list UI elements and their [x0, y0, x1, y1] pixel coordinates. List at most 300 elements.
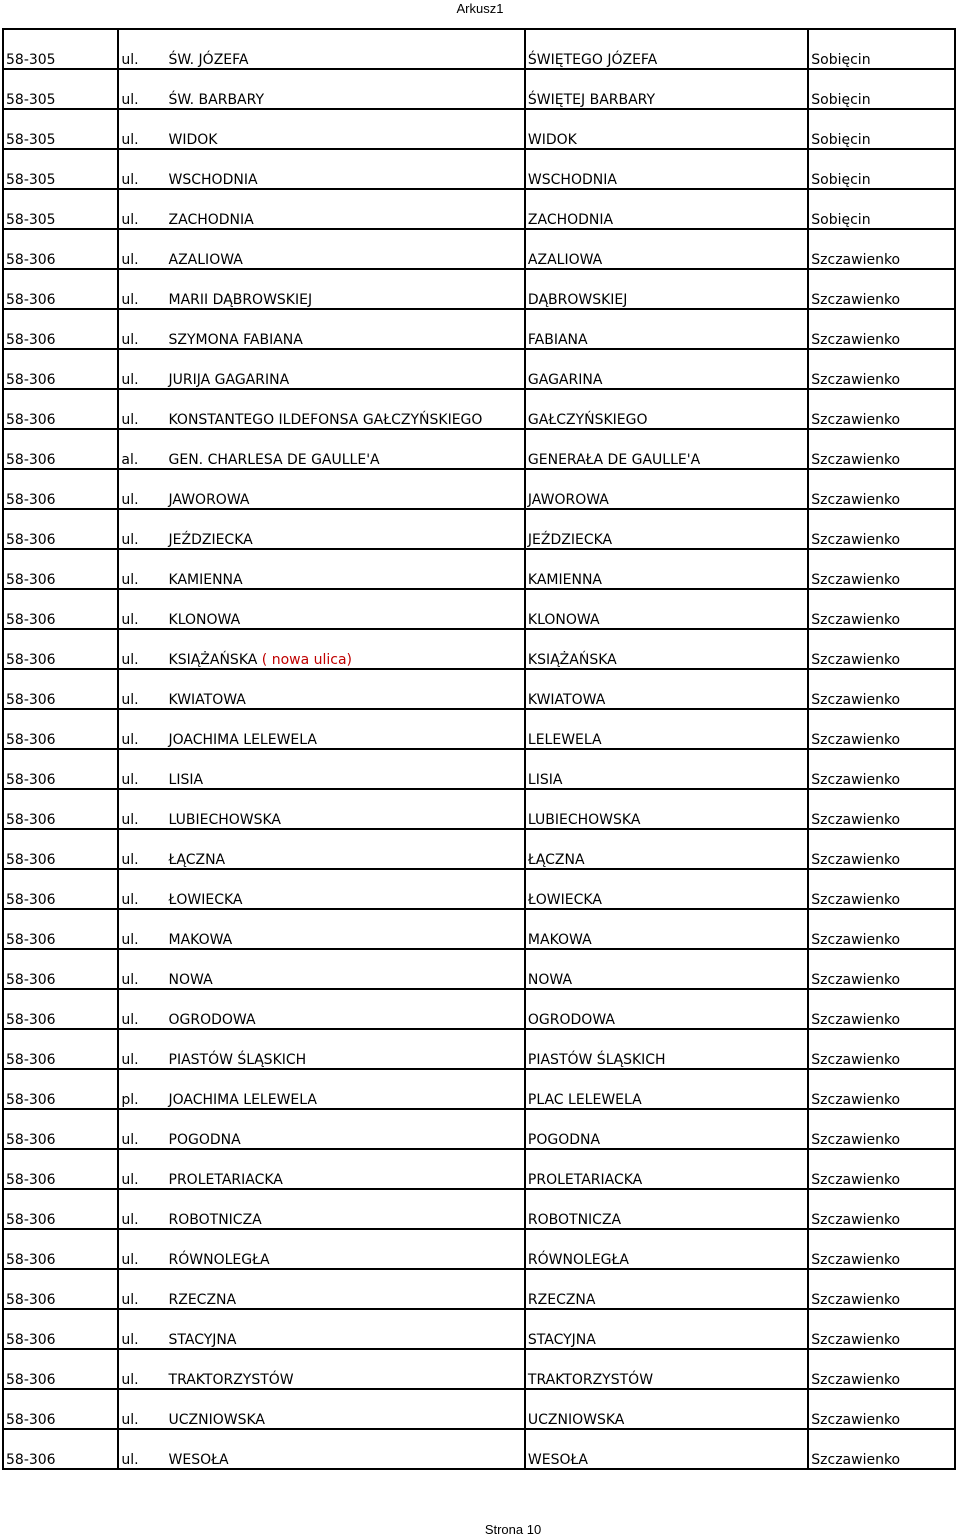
table-row	[3, 1269, 955, 1309]
street-name-text: UCZNIOWSKA	[168, 1412, 265, 1428]
street-short-name-cell	[525, 669, 808, 709]
district-cell	[808, 869, 955, 909]
street-prefix-cell	[118, 189, 166, 229]
postal-code-cell	[3, 429, 118, 469]
district-text: Szczawienko	[811, 1012, 901, 1028]
street-short-name-text: KAMIENNA	[527, 572, 602, 588]
street-short-name-cell	[525, 749, 808, 789]
street-name-text: JOACHIMA LELEWELA	[168, 732, 317, 748]
table-row	[3, 829, 955, 869]
table-row	[3, 509, 955, 549]
street-short-name-cell	[525, 109, 808, 149]
table-row	[3, 309, 955, 349]
street-name-cell	[167, 269, 525, 309]
district-text: Sobięcin	[811, 172, 871, 188]
district-cell	[808, 29, 955, 69]
street-name-text: KSIĄŻAŃSKA	[168, 652, 258, 668]
district-text: Szczawienko	[811, 652, 901, 668]
street-short-name-text: PROLETARIACKA	[527, 1172, 643, 1188]
street-short-name-text: KWIATOWA	[527, 692, 606, 708]
table-row	[3, 629, 955, 669]
district-cell	[808, 709, 955, 749]
postal-code-cell	[3, 229, 118, 269]
street-prefix-cell	[118, 989, 166, 1029]
postal-code-text: 58-306	[6, 612, 56, 628]
table-row	[3, 1229, 955, 1269]
street-short-name-cell	[525, 829, 808, 869]
postal-code-cell	[3, 109, 118, 149]
street-prefix-text: ul.	[121, 252, 139, 268]
street-short-name-text: PLAC LELEWELA	[527, 1092, 642, 1108]
street-prefix-text: ul.	[121, 972, 139, 988]
district-cell	[808, 629, 955, 669]
street-short-name-cell	[525, 549, 808, 589]
street-name-text: ŁĄCZNA	[168, 852, 226, 868]
district-text: Szczawienko	[811, 892, 901, 908]
table-row	[3, 949, 955, 989]
district-cell	[808, 949, 955, 989]
district-text: Szczawienko	[811, 772, 901, 788]
street-name-cell	[167, 789, 525, 829]
street-prefix-cell	[118, 629, 166, 669]
street-short-name-cell	[525, 1429, 808, 1469]
district-text: Szczawienko	[811, 492, 901, 508]
postal-code-cell	[3, 1189, 118, 1229]
street-short-name-text: JAWOROWA	[527, 492, 609, 508]
street-prefix-cell	[118, 269, 166, 309]
street-prefix-cell	[118, 29, 166, 69]
postal-code-cell	[3, 869, 118, 909]
street-name-cell	[167, 1189, 525, 1229]
postal-code-text: 58-306	[6, 372, 56, 388]
district-text: Szczawienko	[811, 1132, 901, 1148]
table-row	[3, 669, 955, 709]
street-prefix-cell	[118, 1109, 166, 1149]
postal-code-cell	[3, 1309, 118, 1349]
street-name-text: WESOŁA	[168, 1452, 229, 1468]
district-text: Szczawienko	[811, 732, 901, 748]
street-name-cell	[167, 69, 525, 109]
street-short-name-cell	[525, 909, 808, 949]
postal-code-text: 58-305	[6, 52, 56, 68]
table-row	[3, 1029, 955, 1069]
street-name-text: ŚW. JÓZEFA	[168, 52, 249, 68]
street-name-text: JAWOROWA	[168, 492, 250, 508]
street-name-text: TRAKTORZYSTÓW	[168, 1372, 294, 1388]
district-text: Szczawienko	[811, 1372, 901, 1388]
street-prefix-cell	[118, 949, 166, 989]
table-row	[3, 1309, 955, 1349]
street-prefix-cell	[118, 589, 166, 629]
district-text: Szczawienko	[811, 1452, 901, 1468]
street-name-text: KONSTANTEGO ILDEFONSA GAŁCZYŃSKIEGO	[168, 412, 483, 428]
table-row	[3, 1149, 955, 1189]
street-short-name-cell	[525, 1189, 808, 1229]
street-short-name-text: RZECZNA	[527, 1292, 596, 1308]
postal-code-text: 58-306	[6, 652, 56, 668]
street-short-name-cell	[525, 629, 808, 669]
street-prefix-cell	[118, 1229, 166, 1269]
street-prefix-text: ul.	[121, 932, 139, 948]
street-name-cell	[167, 749, 525, 789]
street-prefix-cell	[118, 1269, 166, 1309]
street-prefix-cell	[118, 1149, 166, 1189]
street-short-name-text: WESOŁA	[527, 1452, 588, 1468]
postal-code-cell	[3, 789, 118, 829]
street-prefix-cell	[118, 789, 166, 829]
street-name-cell	[167, 1269, 525, 1309]
street-name-cell	[167, 1309, 525, 1349]
postal-code-text: 58-306	[6, 252, 56, 268]
street-prefix-text: ul.	[121, 532, 139, 548]
postal-code-cell	[3, 749, 118, 789]
street-short-name-cell	[525, 869, 808, 909]
district-text: Sobięcin	[811, 92, 871, 108]
street-name-cell	[167, 309, 525, 349]
postal-code-text: 58-306	[6, 332, 56, 348]
district-text: Sobięcin	[811, 132, 871, 148]
postal-code-text: 58-306	[6, 972, 56, 988]
street-short-name-cell	[525, 1309, 808, 1349]
postal-code-cell	[3, 1269, 118, 1309]
postal-code-text: 58-306	[6, 1212, 56, 1228]
street-prefix-cell	[118, 109, 166, 149]
street-short-name-text: ZACHODNIA	[527, 212, 614, 228]
postal-code-text: 58-306	[6, 452, 56, 468]
district-text: Szczawienko	[811, 252, 901, 268]
street-name-text: KLONOWA	[168, 612, 241, 628]
street-name-cell	[167, 1349, 525, 1389]
district-text: Szczawienko	[811, 1052, 901, 1068]
district-cell	[808, 789, 955, 829]
street-short-name-cell	[525, 1229, 808, 1269]
street-prefix-cell	[118, 549, 166, 589]
street-name-text: NOWA	[168, 972, 213, 988]
street-name-cell	[167, 709, 525, 749]
district-text: Szczawienko	[811, 1172, 901, 1188]
street-name-text: LUBIECHOWSKA	[168, 812, 282, 828]
street-short-name-cell	[525, 1389, 808, 1429]
street-note: ( nowa ulica)	[257, 652, 352, 668]
street-prefix-text: ul.	[121, 892, 139, 908]
table-row	[3, 1349, 955, 1389]
street-short-name-text: POGODNA	[527, 1132, 601, 1148]
street-short-name-text: LUBIECHOWSKA	[527, 812, 641, 828]
postal-code-text: 58-306	[6, 1372, 56, 1388]
street-name-text: ZACHODNIA	[168, 212, 254, 228]
street-name-text: GEN. CHARLESA DE GAULLE'A	[168, 452, 380, 468]
district-cell	[808, 1309, 955, 1349]
postal-code-text: 58-306	[6, 1012, 56, 1028]
postal-code-text: 58-306	[6, 532, 56, 548]
street-short-name-text: UCZNIOWSKA	[527, 1412, 625, 1428]
street-short-name-cell	[525, 1029, 808, 1069]
district-cell	[808, 149, 955, 189]
district-cell	[808, 309, 955, 349]
district-cell	[808, 829, 955, 869]
table-row	[3, 269, 955, 309]
street-prefix-cell	[118, 469, 166, 509]
street-name-text: ŚW. BARBARY	[168, 92, 265, 108]
postal-code-text: 58-306	[6, 772, 56, 788]
street-prefix-cell	[118, 149, 166, 189]
street-name-cell	[167, 429, 525, 469]
street-short-name-text: ŁĄCZNA	[527, 852, 585, 868]
street-prefix-cell	[118, 429, 166, 469]
street-name-cell	[167, 389, 525, 429]
street-short-name-text: NOWA	[527, 972, 573, 988]
street-prefix-cell	[118, 1029, 166, 1069]
district-cell	[808, 69, 955, 109]
street-short-name-text: GENERAŁA DE GAULLE'A	[527, 452, 701, 468]
street-prefix-cell	[118, 509, 166, 549]
district-cell	[808, 109, 955, 149]
street-short-name-cell	[525, 989, 808, 1029]
district-cell	[808, 389, 955, 429]
street-short-name-text: GAGARINA	[527, 372, 603, 388]
table-row	[3, 589, 955, 629]
street-prefix-text: ul.	[121, 1132, 139, 1148]
postal-code-text: 58-306	[6, 932, 56, 948]
district-cell	[808, 1069, 955, 1109]
street-prefix-text: ul.	[121, 1012, 139, 1028]
street-prefix-cell	[118, 1309, 166, 1349]
district-cell	[808, 549, 955, 589]
street-prefix-cell	[118, 669, 166, 709]
street-name-cell	[167, 1389, 525, 1429]
street-short-name-cell	[525, 1109, 808, 1149]
street-short-name-text: ROBOTNICZA	[527, 1212, 622, 1228]
street-name-text: STACYJNA	[168, 1332, 237, 1348]
district-cell	[808, 1189, 955, 1229]
postal-code-text: 58-306	[6, 812, 56, 828]
street-prefix-cell	[118, 709, 166, 749]
postal-code-cell	[3, 389, 118, 429]
street-short-name-cell	[525, 229, 808, 269]
street-short-name-text: TRAKTORZYSTÓW	[527, 1372, 654, 1388]
street-short-name-text: WIDOK	[527, 132, 577, 148]
street-name-text: PIASTÓW ŚLĄSKICH	[168, 1052, 307, 1068]
street-prefix-cell	[118, 749, 166, 789]
postal-code-cell	[3, 1389, 118, 1429]
street-prefix-text: ul.	[121, 172, 139, 188]
page-number: Strona 10	[484, 1522, 542, 1537]
postal-code-cell	[3, 1349, 118, 1389]
district-text: Szczawienko	[811, 532, 901, 548]
table-row	[3, 709, 955, 749]
district-cell	[808, 349, 955, 389]
street-prefix-cell	[118, 1389, 166, 1429]
street-prefix-text: ul.	[121, 92, 139, 108]
postal-code-cell	[3, 149, 118, 189]
postal-code-text: 58-306	[6, 572, 56, 588]
table-row	[3, 149, 955, 189]
district-cell	[808, 909, 955, 949]
district-cell	[808, 1349, 955, 1389]
street-name-cell	[167, 229, 525, 269]
table-row	[3, 109, 955, 149]
street-short-name-text: GAŁCZYŃSKIEGO	[527, 412, 648, 428]
street-prefix-text: ul.	[121, 212, 139, 228]
table-row	[3, 1389, 955, 1429]
street-prefix-text: ul.	[121, 1252, 139, 1268]
street-short-name-cell	[525, 189, 808, 229]
street-short-name-cell	[525, 1149, 808, 1189]
district-cell	[808, 589, 955, 629]
street-name-cell	[167, 1069, 525, 1109]
district-cell	[808, 189, 955, 229]
street-short-name-cell	[525, 269, 808, 309]
table-row	[3, 989, 955, 1029]
street-name-text: SZYMONA FABIANA	[168, 332, 303, 348]
district-text: Szczawienko	[811, 1292, 901, 1308]
street-name-text: JURIJA GAGARINA	[168, 372, 290, 388]
street-prefix-text: ul.	[121, 492, 139, 508]
street-prefix-cell	[118, 229, 166, 269]
district-cell	[808, 229, 955, 269]
district-cell	[808, 1269, 955, 1309]
street-prefix-cell	[118, 349, 166, 389]
table-row	[3, 29, 955, 69]
street-prefix-cell	[118, 309, 166, 349]
street-short-name-text: ŁOWIECKA	[527, 892, 602, 908]
table-row	[3, 189, 955, 229]
postal-code-cell	[3, 69, 118, 109]
district-text: Szczawienko	[811, 1332, 901, 1348]
street-prefix-text: ul.	[121, 852, 139, 868]
street-short-name-cell	[525, 709, 808, 749]
street-prefix-text: ul.	[121, 812, 139, 828]
district-text: Szczawienko	[811, 812, 901, 828]
street-name-cell	[167, 669, 525, 709]
street-short-name-text: LELEWELA	[527, 732, 602, 748]
street-prefix-text: pl.	[121, 1092, 139, 1108]
postal-code-text: 58-305	[6, 92, 56, 108]
street-name-text: KAMIENNA	[168, 572, 243, 588]
district-text: Szczawienko	[811, 1412, 901, 1428]
street-short-name-cell	[525, 29, 808, 69]
street-name-text: WIDOK	[168, 132, 218, 148]
street-prefix-text: ul.	[121, 1212, 139, 1228]
district-text: Szczawienko	[811, 572, 901, 588]
street-name-cell	[167, 989, 525, 1029]
district-cell	[808, 269, 955, 309]
postal-code-cell	[3, 989, 118, 1029]
postal-code-cell	[3, 349, 118, 389]
street-prefix-text: al.	[121, 452, 139, 468]
street-short-name-text: JEŹDZIECKA	[527, 532, 613, 548]
postal-code-cell	[3, 1429, 118, 1469]
street-prefix-cell	[118, 1189, 166, 1229]
street-table	[2, 28, 956, 1470]
street-short-name-text: OGRODOWA	[527, 1012, 615, 1028]
postal-code-text: 58-306	[6, 692, 56, 708]
street-name-text: MARII DĄBROWSKIEJ	[168, 292, 313, 308]
table-row	[3, 389, 955, 429]
table-row	[3, 69, 955, 109]
street-prefix-text: ul.	[121, 1052, 139, 1068]
postal-code-cell	[3, 629, 118, 669]
postal-code-cell	[3, 949, 118, 989]
street-short-name-cell	[525, 469, 808, 509]
street-name-text: PROLETARIACKA	[168, 1172, 283, 1188]
street-short-name-text: ŚWIĘTEJ BARBARY	[527, 92, 656, 108]
district-cell	[808, 1429, 955, 1469]
street-name-text: JEŹDZIECKA	[168, 532, 253, 548]
street-short-name-cell	[525, 1349, 808, 1389]
district-text: Szczawienko	[811, 1212, 901, 1228]
street-short-name-cell	[525, 389, 808, 429]
street-prefix-text: ul.	[121, 732, 139, 748]
postal-code-text: 58-306	[6, 852, 56, 868]
district-text: Szczawienko	[811, 932, 901, 948]
street-name-cell	[167, 589, 525, 629]
street-prefix-text: ul.	[121, 292, 139, 308]
street-prefix-text: ul.	[121, 1372, 139, 1388]
street-name-text: OGRODOWA	[168, 1012, 256, 1028]
street-short-name-text: WSCHODNIA	[527, 172, 617, 188]
street-name-cell	[167, 349, 525, 389]
street-short-name-cell	[525, 149, 808, 189]
postal-code-cell	[3, 309, 118, 349]
street-prefix-text: ul.	[121, 412, 139, 428]
table-row	[3, 1189, 955, 1229]
district-text: Szczawienko	[811, 1252, 901, 1268]
street-short-name-text: AZALIOWA	[527, 252, 603, 268]
street-prefix-cell	[118, 69, 166, 109]
district-cell	[808, 429, 955, 469]
table-row	[3, 1109, 955, 1149]
street-name-text: POGODNA	[168, 1132, 241, 1148]
district-cell	[808, 1389, 955, 1429]
street-name-cell	[167, 469, 525, 509]
street-name-text: RÓWNOLEGŁA	[168, 1252, 270, 1268]
street-name-cell	[167, 509, 525, 549]
district-cell	[808, 749, 955, 789]
table-row	[3, 229, 955, 269]
street-name-text: WSCHODNIA	[168, 172, 258, 188]
street-name-text: MAKOWA	[168, 932, 233, 948]
street-name-cell	[167, 829, 525, 869]
table-row	[3, 789, 955, 829]
street-short-name-cell	[525, 509, 808, 549]
street-short-name-text: RÓWNOLEGŁA	[527, 1252, 629, 1268]
street-prefix-text: ul.	[121, 572, 139, 588]
table-row	[3, 749, 955, 789]
street-name-cell	[167, 1429, 525, 1469]
street-short-name-text: KSIĄŻAŃSKA	[527, 652, 617, 668]
postal-code-text: 58-306	[6, 1172, 56, 1188]
district-text: Szczawienko	[811, 372, 901, 388]
street-name-cell	[167, 1109, 525, 1149]
street-prefix-text: ul.	[121, 1412, 139, 1428]
street-prefix-text: ul.	[121, 132, 139, 148]
street-name-cell	[167, 909, 525, 949]
postal-code-cell	[3, 709, 118, 749]
district-cell	[808, 1149, 955, 1189]
table-row	[3, 429, 955, 469]
postal-code-text: 58-305	[6, 132, 56, 148]
street-short-name-cell	[525, 1269, 808, 1309]
postal-code-text: 58-306	[6, 1452, 56, 1468]
postal-code-cell	[3, 1109, 118, 1149]
street-short-name-cell	[525, 949, 808, 989]
postal-code-text: 58-306	[6, 1252, 56, 1268]
street-name-text: KWIATOWA	[168, 692, 246, 708]
street-prefix-cell	[118, 1069, 166, 1109]
street-name-cell	[167, 1149, 525, 1189]
district-text: Szczawienko	[811, 292, 901, 308]
